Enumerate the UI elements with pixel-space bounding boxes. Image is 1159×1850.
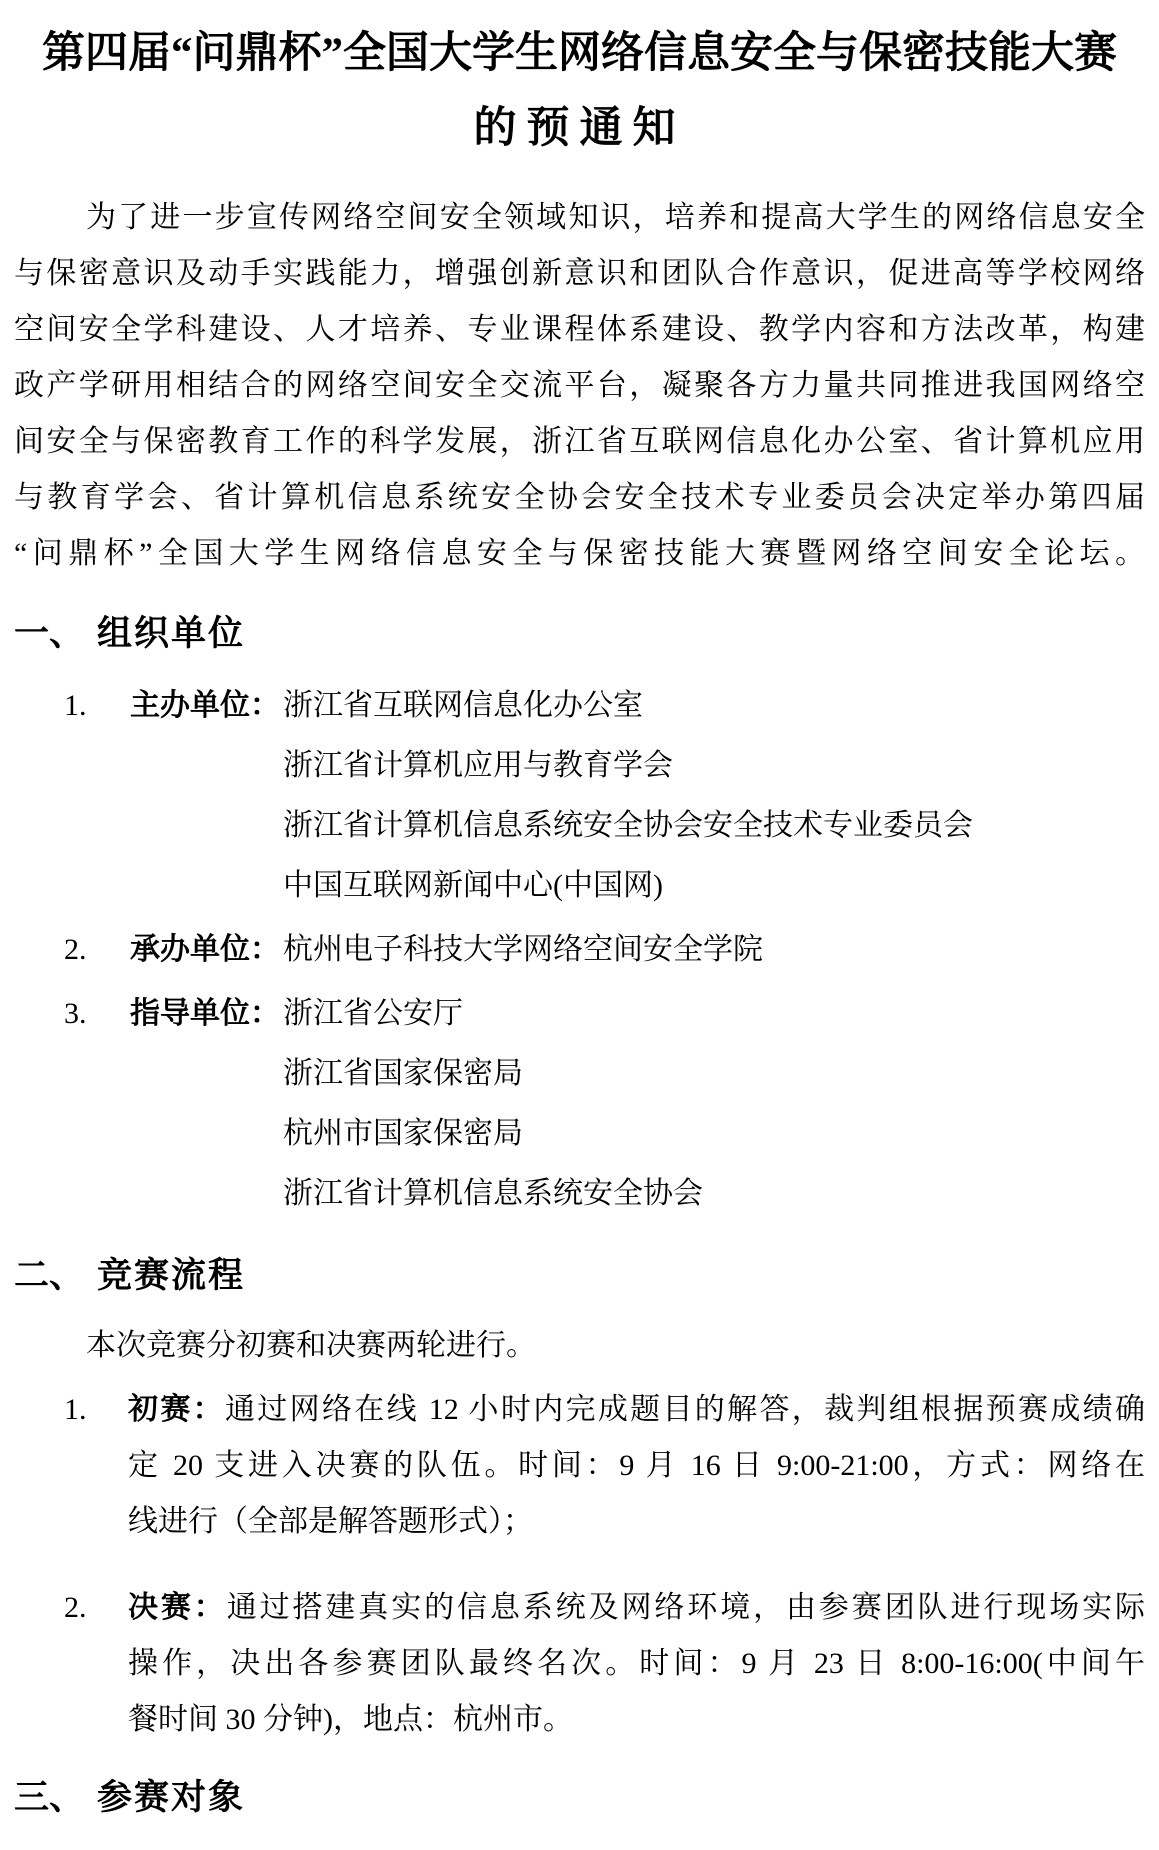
section-title: 竞赛流程 [97,1256,246,1295]
item-label: 初赛： [128,1393,225,1426]
process-list [14,1382,1145,1748]
item-line [128,1580,1145,1636]
section-title: 组织单位 [97,614,246,653]
section-number: 一、 [14,614,85,653]
item-body [128,1580,1145,1748]
item-line: 餐时间 30 分钟)，地点：杭州市。 [128,1703,573,1736]
org-name: 中国互联网新闻中心(中国网) [283,869,663,902]
org-name: 浙江省互联网信息化办公室 [283,689,643,722]
list-item-undertaking-unit [14,920,1145,980]
item-number: 2. [64,1591,87,1624]
item-number: 2. [64,933,87,966]
title-line-1: 第四届“问鼎杯”全国大学生网络信息安全与保密技能大赛 [42,30,1117,77]
intro-line: “问鼎杯”全国大学生网络信息安全与保密技能大赛暨网络空间安全论坛。 [14,537,1145,570]
org-name: 浙江省国家保密局 [283,1057,523,1090]
item-label: 指导单位： [130,997,280,1030]
item-line [128,1382,1145,1438]
item-line: 线进行（全部是解答题形式）； [128,1505,533,1538]
section-number: 二、 [14,1256,85,1295]
item-text: 通过搭建真实的信息系统及网络环境，由参赛团队进行现场实际 [226,1591,1146,1624]
item-label: 承办单位： [130,933,280,966]
intro-line: 政产学研用相结合的网络空间安全交流平台，凝聚各方力量共同推进我国网络空 [14,369,1145,402]
list-item-final-round [14,1580,1145,1748]
section-heading-organizers [14,608,1145,660]
document-title [14,16,1145,166]
list-item-host-units [14,676,1145,916]
list-item-guidance-units [14,984,1145,1224]
intro-line: 为了进一步宣传网络空间安全领域知识，培养和提高大学生的网络信息安全 [86,201,1145,234]
intro-line: 与教育学会、省计算机信息系统安全协会安全技术专业委员会决定举办第四届 [14,481,1145,514]
title-line-2: 的预通知 [473,105,686,152]
process-lead-paragraph: 本次竞赛分初赛和决赛两轮进行。 [86,1329,536,1362]
section-title: 参赛对象 [97,1778,246,1817]
org-name: 浙江省公安厅 [283,997,463,1030]
section-heading-participants [14,1772,1145,1824]
org-name: 浙江省计算机信息系统安全协会安全技术专业委员会 [283,809,973,842]
item-label: 主办单位： [130,689,280,722]
item-line: 操作，决出各参赛团队最终名次。时间：9 月 23 日 8:00-16:00(中间午 [128,1647,1145,1680]
item-number: 1. [64,1393,87,1426]
organizer-list [14,676,1145,1224]
intro-line: 间安全与保密教育工作的科学发展，浙江省互联网信息化办公室、省计算机应用 [14,425,1145,458]
org-name: 浙江省计算机应用与教育学会 [283,749,673,782]
intro-line: 与保密意识及动手实践能力，增强创新意识和团队合作意识，促进高等学校网络 [14,257,1145,290]
intro-line: 空间安全学科建设、人才培养、专业课程体系建设、教学内容和方法改革，构建 [14,313,1145,346]
section-number: 三、 [14,1778,85,1817]
item-number: 1. [64,689,87,722]
org-name: 浙江省计算机信息系统安全协会 [283,1177,703,1210]
item-body [128,1382,1145,1550]
item-label: 决赛： [128,1591,227,1624]
item-line: 定 20 支进入决赛的队伍。时间：9 月 16 日 9:00-21:00，方式：网络在 [128,1449,1145,1482]
list-item-preliminary-round [14,1382,1145,1550]
org-name: 杭州电子科技大学网络空间安全学院 [283,933,763,966]
item-number: 3. [64,997,87,1030]
org-name: 杭州市国家保密局 [283,1117,523,1150]
section-heading-process [14,1250,1145,1302]
item-text: 通过网络在线 12 小时内完成题目的解答，裁判组根据预赛成绩确 [224,1393,1146,1426]
intro-paragraph [14,190,1145,582]
